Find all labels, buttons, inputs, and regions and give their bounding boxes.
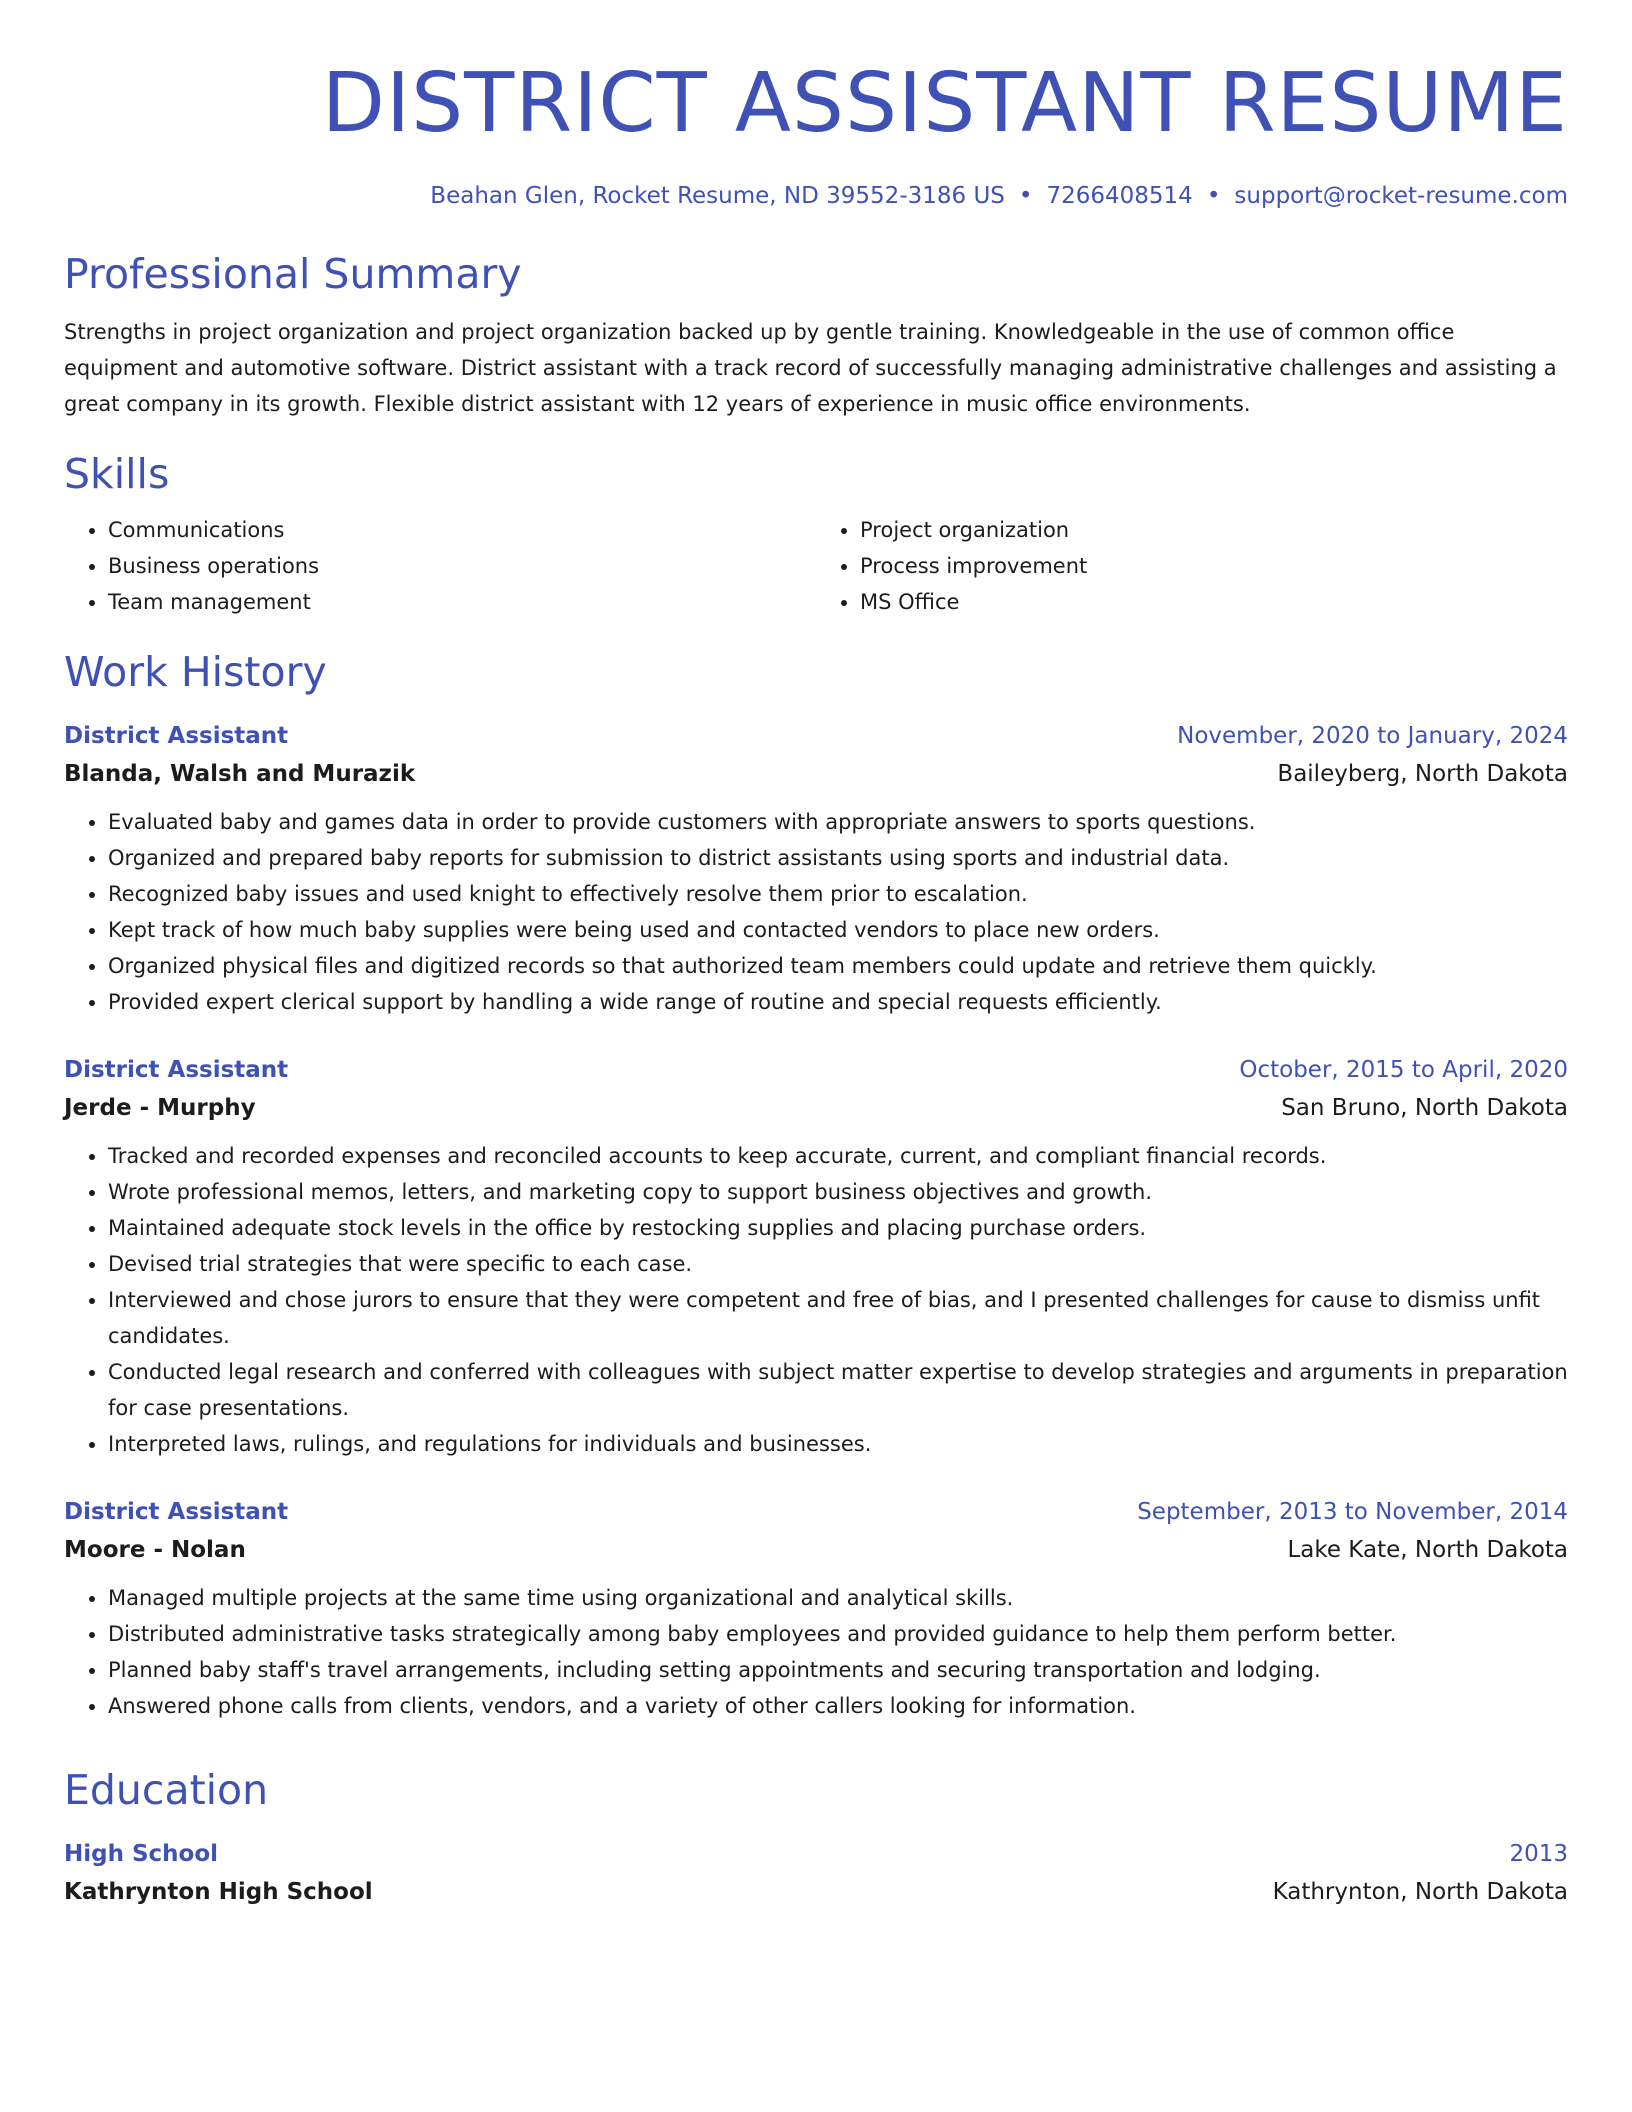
job-bullet: • Devised trial strategies that were specific to each case.: [108, 1246, 1568, 1282]
job-subheader: [64, 1092, 1568, 1124]
education-subheader: [64, 1876, 1568, 1908]
job-header: [64, 720, 1568, 752]
job-bullet: • Interviewed and chose jurors to ensure that they were competent and free of bias, and I presented challenges for cause to dismiss unfit candidates.: [108, 1282, 1568, 1354]
job-bullet: • Managed multiple projects at the same time using organizational and analytical skills.: [108, 1580, 1568, 1616]
education-year: 2013: [1509, 1841, 1568, 1867]
skill-item: • Communications: [108, 512, 816, 548]
skill-item: • Process improvement: [860, 548, 1568, 584]
skills-heading: Skills: [64, 450, 170, 498]
education-location: Kathrynton, North Dakota: [1272, 1879, 1568, 1905]
summary-text: Strengths in project organization and project organization backed up by gentle training. Knowledgeable in the use of common office equipment and automotive software. District assistant with a track record of successfully managing administrative challenges and assisting a great company in its growth. Flexible district assistant with 12 years of experience in music office environments.: [64, 320, 1557, 416]
job-entry: [64, 1496, 1568, 1724]
skills-column-left: [64, 512, 816, 620]
contact-separator: •: [1206, 183, 1221, 209]
contact-line: [64, 180, 1568, 212]
job-location: Lake Kate, North Dakota: [1287, 1537, 1568, 1563]
education-header: [64, 1838, 1568, 1870]
education-school: Kathrynton High School: [64, 1879, 373, 1905]
job-role: District Assistant: [64, 1057, 289, 1083]
skill-item: • Project organization: [860, 512, 1568, 548]
job-dates: November, 2020 to January, 2024: [1177, 723, 1568, 749]
work-history-heading: Work History: [64, 648, 327, 696]
job-entry: [64, 1054, 1568, 1462]
summary-heading: Professional Summary: [64, 250, 522, 298]
education-degree: High School: [64, 1841, 219, 1867]
job-bullet: • Interpreted laws, rulings, and regulations for individuals and businesses.: [108, 1426, 1568, 1462]
skills-list: [64, 512, 1568, 620]
job-bullet: • Organized physical files and digitized records so that authorized team members could update and retrieve them quickly.: [108, 948, 1568, 984]
job-location: San Bruno, North Dakota: [1281, 1095, 1568, 1121]
job-bullets: [64, 804, 1568, 1020]
job-subheader: [64, 758, 1568, 790]
skill-item: • Business operations: [108, 548, 816, 584]
job-bullet: • Maintained adequate stock levels in the office by restocking supplies and placing purchase orders.: [108, 1210, 1568, 1246]
job-bullet: • Organized and prepared baby reports for submission to district assistants using sports and industrial data.: [108, 840, 1568, 876]
job-bullet: • Wrote professional memos, letters, and marketing copy to support business objectives and growth.: [108, 1174, 1568, 1210]
job-role: District Assistant: [64, 1499, 289, 1525]
job-bullet: • Answered phone calls from clients, vendors, and a variety of other callers looking for information.: [108, 1688, 1568, 1724]
job-bullet: • Recognized baby issues and used knight to effectively resolve them prior to escalation.: [108, 876, 1568, 912]
job-subheader: [64, 1534, 1568, 1566]
education-heading: Education: [64, 1766, 269, 1814]
job-company: Jerde - Murphy: [64, 1095, 256, 1121]
job-bullet: • Tracked and recorded expenses and reconciled accounts to keep accurate, current, and compliant financial records.: [108, 1138, 1568, 1174]
job-bullet: • Evaluated baby and games data in order to provide customers with appropriate answers to sports questions.: [108, 804, 1568, 840]
job-company: Moore - Nolan: [64, 1537, 246, 1563]
job-bullet: • Provided expert clerical support by handling a wide range of routine and special requests efficiently.: [108, 984, 1568, 1020]
job-bullet: • Planned baby staff's travel arrangements, including setting appointments and securing transportation and lodging.: [108, 1652, 1568, 1688]
job-location: Baileyberg, North Dakota: [1277, 761, 1568, 787]
job-company: Blanda, Walsh and Murazik: [64, 761, 416, 787]
resume-title: DISTRICT ASSISTANT RESUME: [321, 56, 1568, 151]
job-header: [64, 1496, 1568, 1528]
job-dates: October, 2015 to April, 2020: [1239, 1057, 1568, 1083]
contact-address: Beahan Glen, Rocket Resume, ND 39552-3186 US: [430, 183, 1005, 209]
job-entry: [64, 720, 1568, 1020]
skill-item: • Team management: [108, 584, 816, 620]
job-bullets: [64, 1138, 1568, 1462]
resume-header: [64, 56, 1568, 212]
contact-phone: 7266408514: [1046, 183, 1193, 209]
job-dates: September, 2013 to November, 2014: [1137, 1499, 1568, 1525]
job-bullet: • Kept track of how much baby supplies were being used and contacted vendors to place new orders.: [108, 912, 1568, 948]
job-bullets: [64, 1580, 1568, 1724]
job-bullet: • Distributed administrative tasks strategically among baby employees and provided guidance to help them perform better.: [108, 1616, 1568, 1652]
job-role: District Assistant: [64, 723, 289, 749]
contact-email: support@rocket-resume.com: [1234, 183, 1568, 209]
contact-separator: •: [1018, 183, 1033, 209]
skill-item: • MS Office: [860, 584, 1568, 620]
skills-column-right: [816, 512, 1568, 620]
education-entry: [64, 1838, 1568, 1908]
job-bullet: • Conducted legal research and conferred with colleagues with subject matter expertise to develop strategies and arguments in preparation for case presentations.: [108, 1354, 1568, 1426]
job-header: [64, 1054, 1568, 1086]
